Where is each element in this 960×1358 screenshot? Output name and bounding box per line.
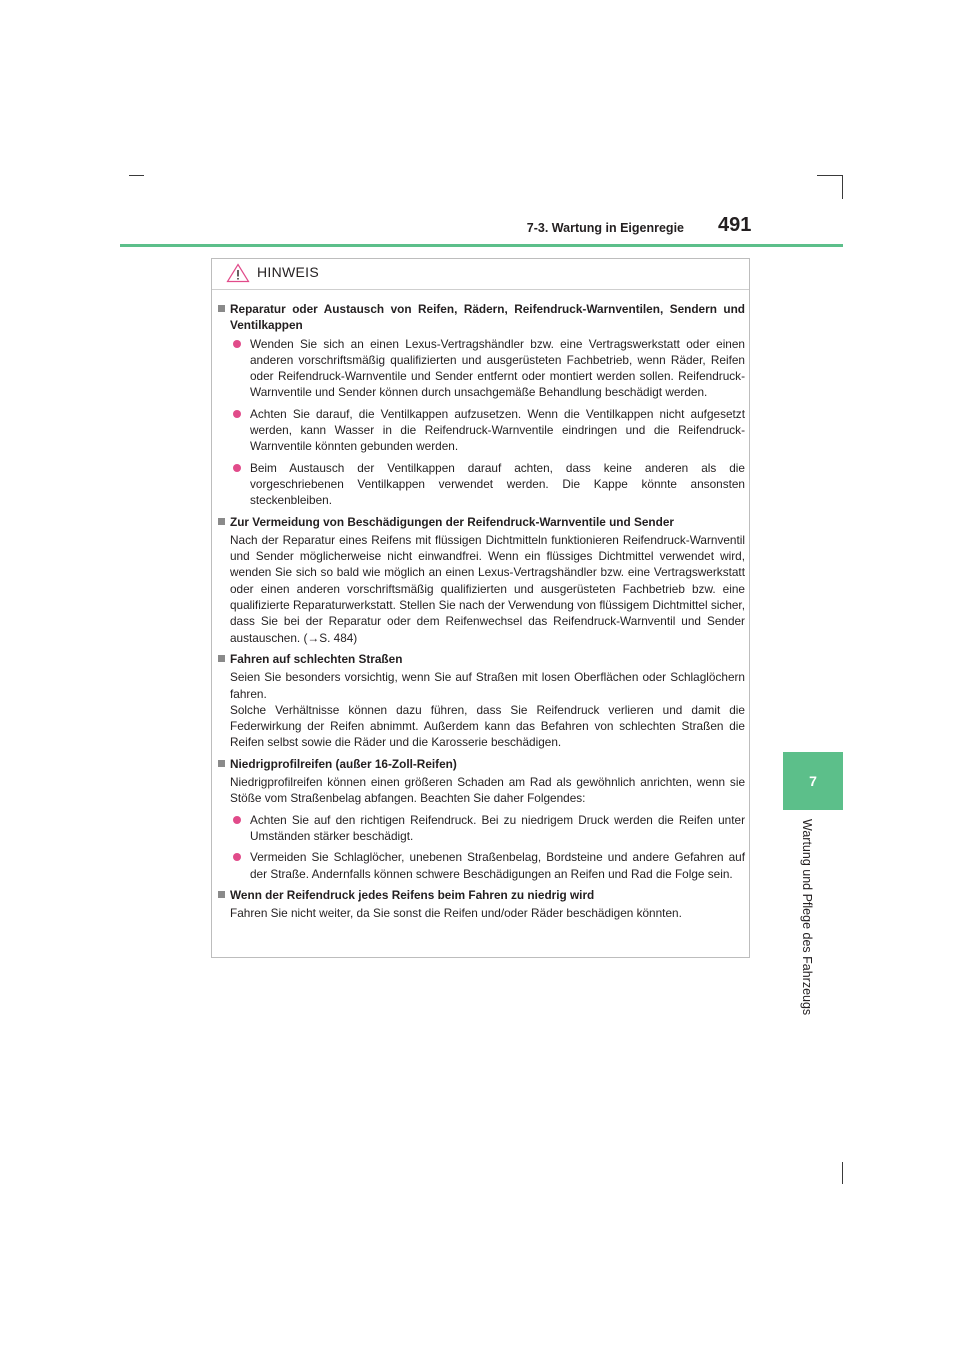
notice-header bbox=[212, 259, 749, 290]
crop-mark bbox=[817, 175, 843, 176]
dot-bullet-icon bbox=[233, 410, 241, 418]
crop-mark bbox=[842, 175, 843, 199]
arrow-right-icon: → bbox=[307, 630, 320, 645]
section-paragraph: Seien Sie besonders vorsichtig, wenn Sie auf Straßen mit losen Oberflächen oder Schlaglöchern fahren. bbox=[230, 670, 745, 701]
notice-section bbox=[218, 514, 745, 646]
ref-prefix: ( bbox=[300, 630, 308, 645]
section-heading: Reparatur oder Austausch von Reifen, Rädern, Reifendruck-Warnventilen, Sendern und Ventilkappen bbox=[230, 302, 745, 333]
section-paragraph: Niedrigprofilreifen können einen größeren Schaden am Rad als gewöhnlich anrichten, wenn sie Stöße vom Straßenbelag abfangen. Beachten Sie daher Folgendes: bbox=[230, 775, 745, 806]
notice-section bbox=[218, 301, 745, 509]
notice-section bbox=[218, 756, 745, 882]
section-paragraph: Nach der Reparatur eines Reifens mit flüssigen Dichtmitteln funktionieren Reifendruck-Warnventil und Sender möglicherweise nicht einwandfrei. Wenn ein flüssiges Dichtmittel verwendet wird, wenden Sie sich so bald wie möglich an einen Lexus-Vertragshändler bzw. eine Vertragswerkstatt oder einen anderen vorschriftsmäßig qualifizierten und ausgerüsteten Fachbetrieb bzw. eine qualifizierte Reparaturwerkstatt. Stellen Sie nach der Verwendung von flüssigem Dichtmittel sicher, dass Sie bei der Reparatur oder dem Reifenwechsel das Reifendruck-Warnventil und Sender austauschen. bbox=[230, 532, 745, 645]
warning-triangle-icon bbox=[226, 263, 250, 283]
notice-section bbox=[218, 651, 745, 751]
dot-bullet-icon bbox=[233, 853, 241, 861]
square-bullet-icon bbox=[218, 760, 225, 767]
section-paragraph: Fahren Sie nicht weiter, da Sie sonst die Reifen und/oder Räder beschädigen könnten. bbox=[230, 906, 682, 921]
chapter-number-tab: 7 bbox=[783, 752, 843, 810]
header-rule bbox=[120, 244, 843, 247]
section-heading: Zur Vermeidung von Beschädigungen der Reifendruck-Warnventile und Sender bbox=[230, 514, 674, 529]
bullet-text: Wenden Sie sich an einen Lexus-Vertragshändler bzw. eine Vertragswerkstatt oder einen anderen vorschriftsmäßig qualifizierten und ausgerüsteten Fachbetrieb, wenn Räder, Reifen oder Reifendruck-Warnventile und Sender entfernt oder montiert werden sollen. Reifendruck-Warnventile und Sender können durch unsachgemäße Behandlung beschädigt werden. bbox=[250, 336, 745, 400]
bullet-text: Achten Sie auf den richtigen Reifendruck. Bei zu niedrigem Druck werden die Reifen unter Umständen stärker beschädigt. bbox=[250, 812, 745, 843]
bullet-text: Beim Austausch der Ventilkappen darauf achten, dass keine anderen als die vorgeschriebenen Ventilkappen verwendet werden. Die Kappe könnte ansonsten steckenbleiben. bbox=[250, 460, 745, 508]
dot-bullet-icon bbox=[233, 816, 241, 824]
bullet-text: Achten Sie darauf, die Ventilkappen aufzusetzen. Wenn die Ventilkappen nicht aufgesetzt werden, kann Wasser in die Reifendruck-Warnventile eindringen und die Reifendruck-Warnventile könnten gebunden werden. bbox=[250, 406, 745, 454]
section-heading: Wenn der Reifendruck jedes Reifens beim Fahren zu niedrig wird bbox=[230, 887, 595, 902]
square-bullet-icon bbox=[218, 518, 225, 525]
dot-bullet-icon bbox=[233, 464, 241, 472]
notice-title: HINWEIS bbox=[257, 264, 319, 280]
page-number: 491 bbox=[718, 214, 752, 236]
section-paragraph: Solche Verhältnisse können dazu führen, dass Sie Reifendruck verlieren und damit die Federwirkung der Reifen abnimmt. Außerdem kann das Befahren von schlechten Straßen die Reifen selbst sowie die Räder und die Karosserie beschädigen. bbox=[230, 702, 745, 750]
bullet-text: Vermeiden Sie Schlaglöcher, unebenen Straßenbelag, Bordsteine und andere Gefahren auf der Straße. Andernfalls können schwere Beschädigungen an Reifen und Rad die Folge sein. bbox=[250, 850, 745, 881]
square-bullet-icon bbox=[218, 891, 225, 898]
square-bullet-icon bbox=[218, 655, 225, 662]
section-heading: Fahren auf schlechten Straßen bbox=[230, 651, 403, 666]
notice-box bbox=[211, 258, 750, 958]
dot-bullet-icon bbox=[233, 340, 241, 348]
notice-body bbox=[218, 301, 745, 926]
chapter-title: Wartung und Pflege des Fahrzeugs bbox=[800, 819, 814, 1016]
square-bullet-icon bbox=[218, 305, 225, 312]
crop-mark bbox=[129, 175, 144, 176]
page-reference-link[interactable]: S. 484) bbox=[319, 630, 358, 645]
section-heading: Niedrigprofilreifen (außer 16-Zoll-Reifen) bbox=[230, 756, 457, 771]
section-title: 7-3. Wartung in Eigenregie bbox=[526, 221, 684, 235]
crop-mark bbox=[842, 1162, 843, 1184]
notice-section bbox=[218, 887, 745, 922]
